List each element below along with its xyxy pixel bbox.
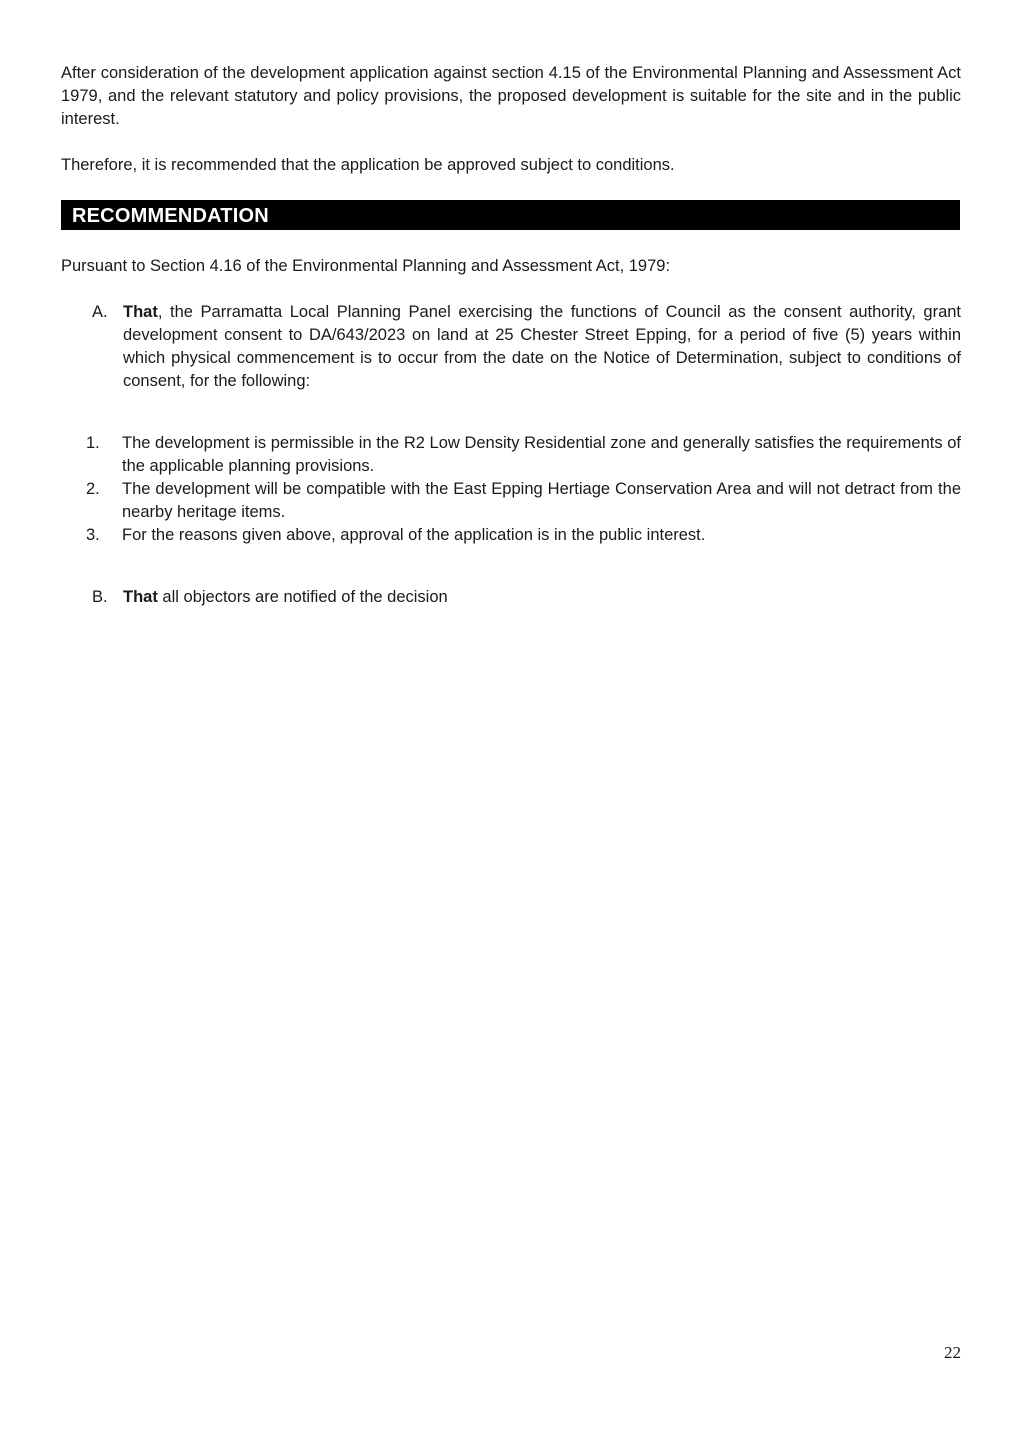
item-body bbox=[123, 301, 961, 393]
item-lead-word: That bbox=[123, 588, 158, 606]
recommendation-item-a bbox=[92, 301, 961, 393]
reason-item-3 bbox=[86, 524, 961, 547]
reason-text: The development is permissible in the R2 Low Density Residential zone and generally satisfies the requirements of the applicable planning provisions. bbox=[122, 434, 961, 475]
section-heading: RECOMMENDATION bbox=[72, 205, 269, 227]
page-number: 22 bbox=[944, 1343, 961, 1362]
reason-item-1 bbox=[86, 432, 961, 478]
item-text: , the Parramatta Local Planning Panel exercising the functions of Council as the consent authority, grant development consent to DA/643/2023 on land at 25 Chester Street Epping, for a period of five (5) years within which physical commencement is to occur from the date on the Notice of Determination, subject to conditions of consent, for the following: bbox=[123, 303, 961, 390]
item-lead-word: That bbox=[123, 303, 158, 321]
item-marker: B. bbox=[92, 588, 108, 606]
item-marker: A. bbox=[92, 303, 108, 321]
reason-marker: 2. bbox=[86, 480, 100, 498]
section-heading-bar bbox=[61, 200, 960, 230]
reason-item-2 bbox=[86, 478, 961, 524]
item-text: all objectors are notified of the decision bbox=[157, 588, 448, 606]
conclusion-paragraph: After consideration of the development application against section 4.15 of the Environmental Planning and Assessment Act 1979, and the relevant statutory and policy provisions, the proposed development is suitable for the site and in the public interest. bbox=[61, 64, 961, 128]
pursuant-paragraph: Pursuant to Section 4.16 of the Environmental Planning and Assessment Act, 1979: bbox=[61, 257, 671, 275]
item-body bbox=[123, 586, 961, 609]
reason-text: The development will be compatible with the East Epping Hertiage Conservation Area and will not detract from the nearby heritage items. bbox=[122, 480, 961, 521]
recommendation-item-b bbox=[92, 586, 961, 609]
recommendation-summary-paragraph: Therefore, it is recommended that the application be approved subject to conditions. bbox=[61, 156, 675, 174]
reason-marker: 3. bbox=[86, 526, 100, 544]
reason-text: For the reasons given above, approval of the application is in the public interest. bbox=[122, 526, 706, 544]
reason-marker: 1. bbox=[86, 434, 100, 452]
